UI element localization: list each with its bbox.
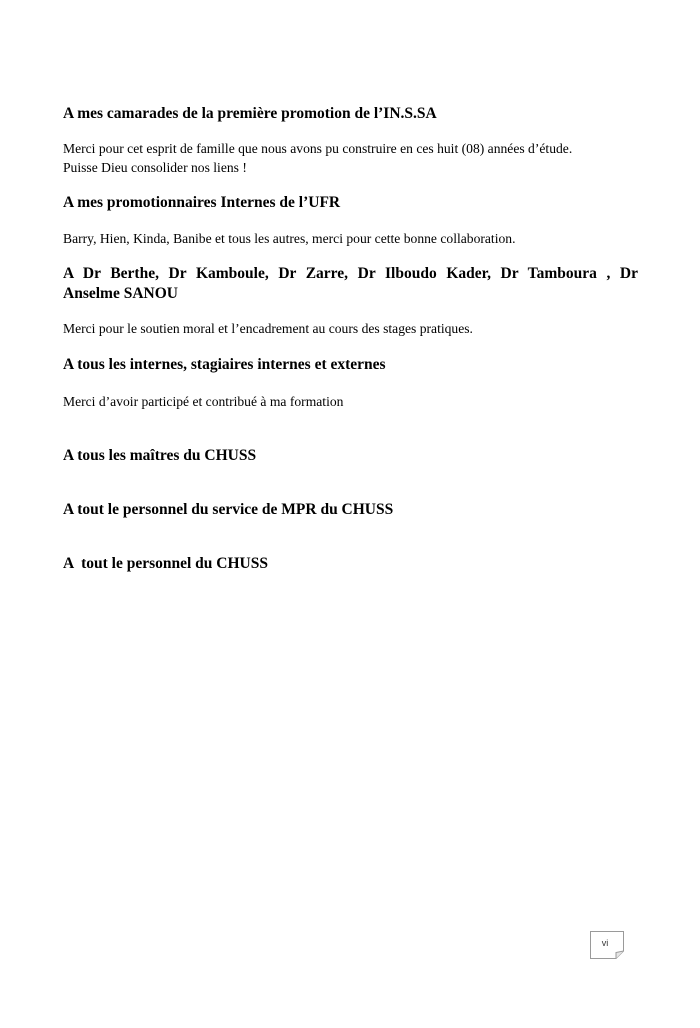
dedication-inssa xyxy=(63,104,638,124)
heading-mpr: A tout le personnel du service de MPR du CHUSS xyxy=(63,501,394,518)
heading-internes: A tous les internes, stagiaires internes et externes xyxy=(63,356,386,373)
dedication-personnel xyxy=(63,554,638,574)
paragraph-ufr xyxy=(63,229,638,248)
paragraph-line: Merci pour le soutien moral et l’encadrement au cours des stages pratiques. xyxy=(63,321,473,336)
heading-line: Anselme SANOU xyxy=(63,285,178,302)
paragraph-line: Merci d’avoir participé et contribué à ma formation xyxy=(63,394,344,409)
page-number-box xyxy=(590,931,624,959)
paragraph-internes xyxy=(63,392,638,411)
paragraph-doctors xyxy=(63,319,638,338)
dedication-internes xyxy=(63,355,638,375)
paragraph-inssa xyxy=(63,139,638,177)
dedication-ufr xyxy=(63,193,638,213)
heading-line: A Dr Berthe, Dr Kamboule, Dr Zarre, Dr Ilboudo Kader, Dr Tamboura , Dr xyxy=(63,265,638,282)
heading-ufr: A mes promotionnaires Internes de l’UFR xyxy=(63,194,341,211)
dedication-doctors xyxy=(63,264,638,304)
dedication-mpr xyxy=(63,500,638,520)
heading-inssa: A mes camarades de la première promotion de l’IN.S.SA xyxy=(63,105,437,122)
page-number: vi xyxy=(601,938,609,948)
paragraph-line: Merci pour cet esprit de famille que nous avons pu construire en ces huit (08) années d’étude. xyxy=(63,141,573,156)
heading-doctors xyxy=(63,264,638,284)
paragraph-line: Puisse Dieu consolider nos liens ! xyxy=(63,160,247,175)
heading-personnel: A tout le personnel du CHUSS xyxy=(63,555,268,572)
dedication-maitres xyxy=(63,446,638,466)
heading-maitres: A tous les maîtres du CHUSS xyxy=(63,447,257,464)
paragraph-line: Barry, Hien, Kinda, Banibe et tous les autres, merci pour cette bonne collaboration. xyxy=(63,231,516,246)
